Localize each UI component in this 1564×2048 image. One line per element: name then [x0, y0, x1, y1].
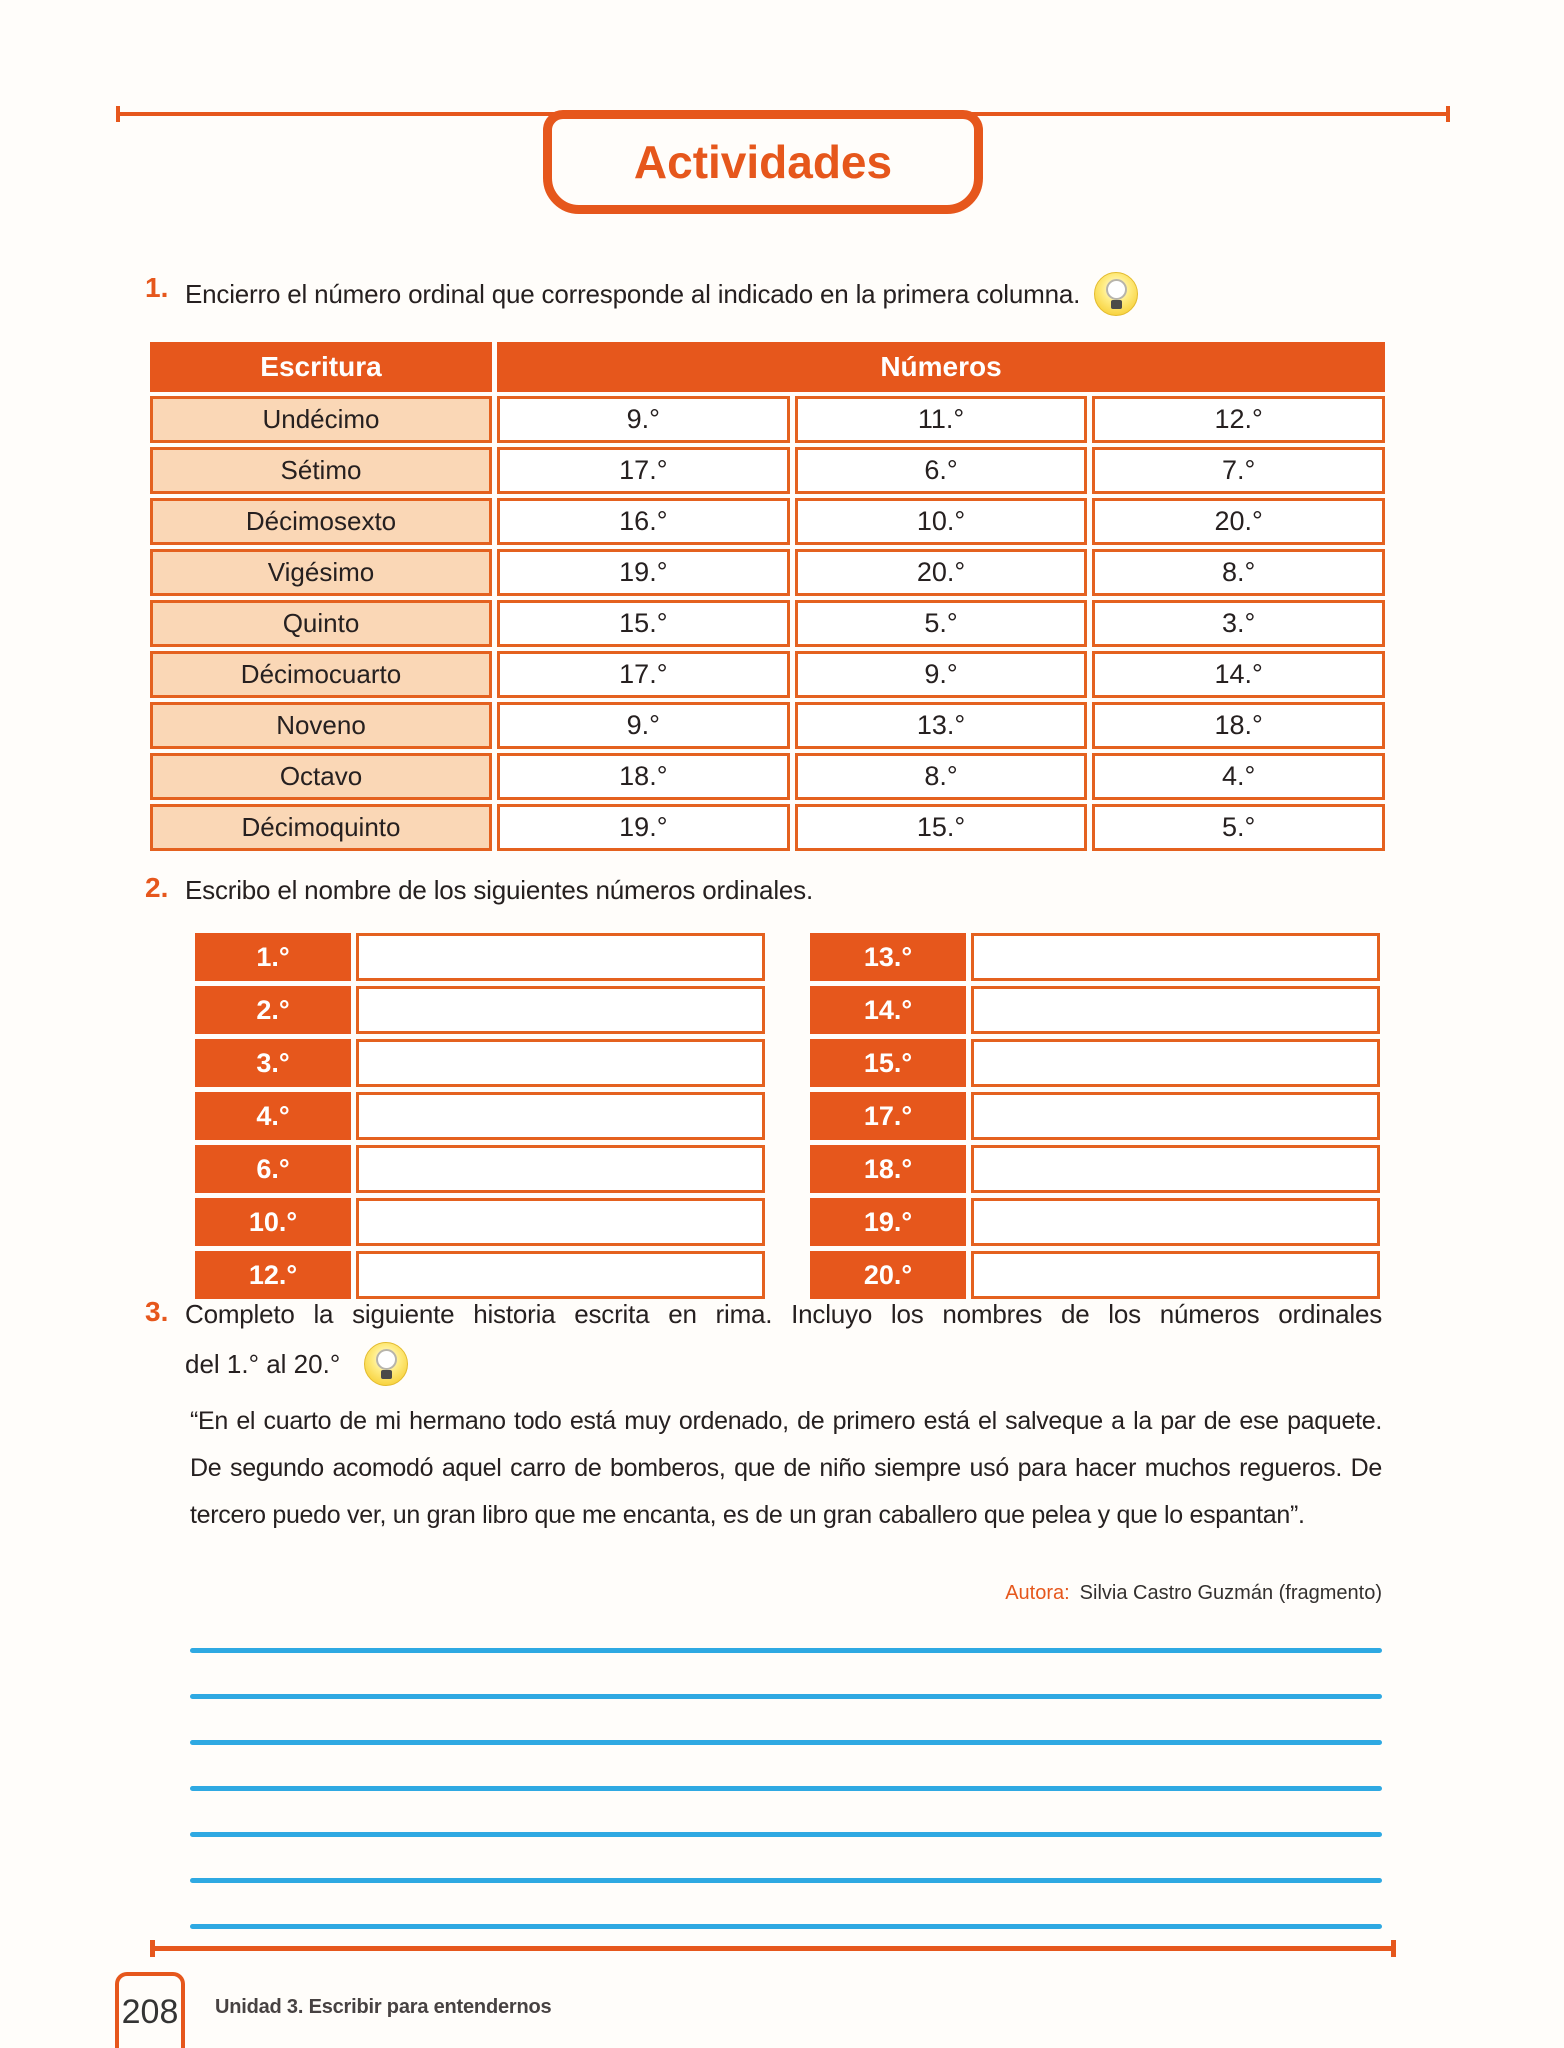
column-header-escritura: Escritura — [150, 342, 492, 392]
table-row — [150, 702, 1385, 749]
answer-cell — [971, 933, 1380, 981]
escritura-cell: Décimosexto — [150, 498, 492, 545]
numero-cell: 14.° — [1092, 651, 1385, 698]
answer-cell — [356, 1039, 765, 1087]
answer-cell — [971, 1092, 1380, 1140]
activities-banner — [543, 110, 983, 214]
activity2-instruction-row — [145, 872, 1415, 908]
ordinals-match-table — [145, 338, 1390, 855]
table-row — [150, 396, 1385, 443]
numero-cell: 20.° — [795, 549, 1088, 596]
writing-line — [190, 1924, 1382, 1929]
ordinal-names-table-left — [190, 928, 770, 1304]
rule-tick — [1391, 1940, 1396, 1957]
activity2-instruction: Escribo el nombre de los siguientes números ordinales. — [185, 875, 813, 905]
numero-cell: 10.° — [795, 498, 1088, 545]
numero-cell: 9.° — [497, 396, 790, 443]
numero-cell: 4.° — [1092, 753, 1385, 800]
writing-line — [190, 1878, 1382, 1883]
ordinal-label: 10.° — [195, 1198, 351, 1246]
numero-cell: 9.° — [497, 702, 790, 749]
answer-cell — [356, 1251, 765, 1299]
page-number-box — [115, 1972, 185, 2048]
table-row — [150, 753, 1385, 800]
numero-cell: 19.° — [497, 549, 790, 596]
answer-cell — [356, 1092, 765, 1140]
lightbulb-icon — [1094, 272, 1138, 316]
ordinal-label: 6.° — [195, 1145, 351, 1193]
answer-cell — [356, 1198, 765, 1246]
numero-cell: 7.° — [1092, 447, 1385, 494]
numero-cell: 15.° — [795, 804, 1088, 851]
numero-cell: 18.° — [497, 753, 790, 800]
ordinal-label: 3.° — [195, 1039, 351, 1087]
lightbulb-icon — [364, 1342, 408, 1386]
numero-cell: 19.° — [497, 804, 790, 851]
numero-cell: 8.° — [1092, 549, 1385, 596]
escritura-cell: Vigésimo — [150, 549, 492, 596]
activity3-number: 3. — [145, 1296, 169, 1327]
activity1-number: 1. — [145, 272, 169, 303]
rule-tick — [150, 1940, 155, 1957]
ordinal-label: 13.° — [810, 933, 966, 981]
numero-cell: 5.° — [1092, 804, 1385, 851]
numero-cell: 5.° — [795, 600, 1088, 647]
numero-cell: 17.° — [497, 651, 790, 698]
ordinal-label: 20.° — [810, 1251, 966, 1299]
column-header-numeros: Números — [497, 342, 1385, 392]
ordinal-label: 4.° — [195, 1092, 351, 1140]
activity3-instruction-row — [145, 1296, 1385, 1386]
page-title: Actividades — [633, 136, 893, 188]
answer-cell — [356, 933, 765, 981]
author-label: Autora: — [1005, 1582, 1070, 1604]
answer-cell — [971, 1251, 1380, 1299]
escritura-cell: Décimoquinto — [150, 804, 492, 851]
numero-cell: 12.° — [1092, 396, 1385, 443]
escritura-cell: Sétimo — [150, 447, 492, 494]
answer-cell — [356, 986, 765, 1034]
numero-cell: 17.° — [497, 447, 790, 494]
table-row — [150, 549, 1385, 596]
numero-cell: 9.° — [795, 651, 1088, 698]
writing-line — [190, 1694, 1382, 1699]
activity1-instruction-row — [145, 272, 1415, 316]
answer-cell — [356, 1145, 765, 1193]
escritura-cell: Octavo — [150, 753, 492, 800]
writing-line — [190, 1786, 1382, 1791]
ordinal-label: 18.° — [810, 1145, 966, 1193]
ordinal-label: 15.° — [810, 1039, 966, 1087]
author-line — [190, 1582, 1382, 1605]
answer-cell — [971, 1145, 1380, 1193]
rule-tick — [1446, 106, 1450, 122]
answer-cell — [971, 1039, 1380, 1087]
answer-cell — [971, 1198, 1380, 1246]
activity1-instruction: Encierro el número ordinal que corresponde al indicado en la primera columna. — [185, 272, 1138, 316]
numero-cell: 16.° — [497, 498, 790, 545]
ordinal-names-table-right — [805, 928, 1385, 1304]
ordinal-label: 17.° — [810, 1092, 966, 1140]
escritura-cell: Undécimo — [150, 396, 492, 443]
activity2-number: 2. — [145, 872, 169, 903]
numero-cell: 15.° — [497, 600, 790, 647]
answer-cell — [971, 986, 1380, 1034]
ordinal-label: 2.° — [195, 986, 351, 1034]
writing-line — [190, 1832, 1382, 1837]
numero-cell: 20.° — [1092, 498, 1385, 545]
activity3-instruction: Completo la siguiente historia escrita en rima. Incluyo los nombres de los números ordinales del 1.° al 20.° — [185, 1296, 1382, 1386]
table-row — [150, 804, 1385, 851]
escritura-cell: Noveno — [150, 702, 492, 749]
unit-label: Unidad 3. Escribir para entendernos — [215, 1996, 552, 2018]
writing-line — [190, 1648, 1382, 1653]
numero-cell: 18.° — [1092, 702, 1385, 749]
writing-line — [190, 1740, 1382, 1745]
escritura-cell: Quinto — [150, 600, 492, 647]
numero-cell: 6.° — [795, 447, 1088, 494]
rule-tick — [116, 106, 120, 122]
bottom-border-rule — [150, 1946, 1396, 1951]
page-number: 208 — [121, 1992, 179, 2031]
numero-cell: 13.° — [795, 702, 1088, 749]
ordinal-label: 1.° — [195, 933, 351, 981]
escritura-cell: Décimocuarto — [150, 651, 492, 698]
ordinal-label: 14.° — [810, 986, 966, 1034]
ordinal-label: 19.° — [810, 1198, 966, 1246]
table-row — [150, 651, 1385, 698]
ordinal-label: 12.° — [195, 1251, 351, 1299]
table-header-row — [150, 342, 1385, 392]
numero-cell: 11.° — [795, 396, 1088, 443]
numero-cell: 3.° — [1092, 600, 1385, 647]
table-row — [150, 447, 1385, 494]
table-row — [150, 600, 1385, 647]
table-row — [150, 498, 1385, 545]
author-name: Silvia Castro Guzmán (fragmento) — [1079, 1582, 1382, 1604]
story-paragraph: “En el cuarto de mi hermano todo está muy ordenado, de primero está el salveque a la par de ese paquete. De segundo acomodó aquel carro de bomberos, que de niño siempre usó para hacer muchos regueros. De tercero puedo ver, un gran libro que me encanta, es de un gran caballero que pelea y que lo espantan”. — [190, 1407, 1382, 1529]
numero-cell: 8.° — [795, 753, 1088, 800]
